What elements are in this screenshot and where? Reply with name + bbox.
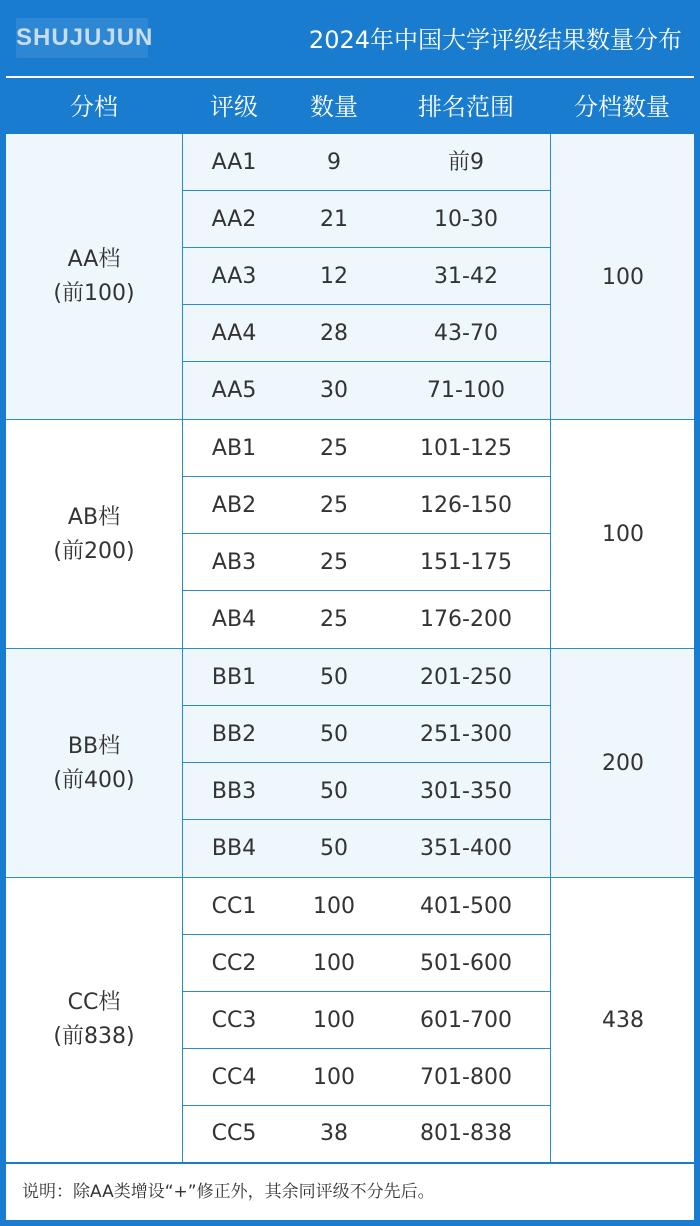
table-row [182, 248, 550, 305]
range-cell: 351-400 [420, 836, 512, 861]
tier-range: (前838) [53, 1024, 135, 1049]
grade-cell: AB4 [211, 607, 257, 632]
range-cell: 301-350 [420, 779, 512, 804]
tier-count-cell: 438 [550, 878, 695, 1162]
count-cell: 100 [313, 951, 355, 976]
tier-count-cell: 200 [550, 649, 695, 878]
grade-cell: AA1 [211, 150, 257, 175]
column-header-row [6, 80, 694, 134]
count-cell: 100 [313, 1008, 355, 1033]
grade-cell: AA2 [211, 207, 257, 232]
grade-cell: BB1 [211, 665, 257, 690]
count-cell: 38 [320, 1121, 348, 1146]
range-cell: 126-150 [420, 493, 512, 518]
tier-range: (前100) [53, 281, 135, 306]
range-cell: 401-500 [420, 894, 512, 919]
table-group-ab [6, 420, 694, 649]
range-cell: 10-30 [434, 207, 498, 232]
grade-cell: BB3 [211, 779, 257, 804]
range-cell: 801-838 [420, 1121, 512, 1146]
tier-label: CC档 [67, 990, 121, 1015]
tier-cell [6, 649, 183, 878]
column-header-tier: 分档 [70, 93, 118, 121]
tier-label: AB档 [67, 504, 121, 530]
grade-cell: AB1 [211, 436, 257, 461]
column-header-tier-count: 分档数量 [574, 93, 670, 121]
range-cell: 151-175 [420, 550, 512, 575]
table-row [182, 820, 550, 877]
table-row [182, 134, 550, 191]
table-row [182, 305, 550, 362]
table-row [182, 1106, 550, 1162]
table-row [182, 477, 550, 534]
range-cell: 前9 [448, 150, 484, 175]
count-cell: 21 [320, 207, 348, 232]
range-cell: 43-70 [434, 321, 498, 346]
table-row [182, 878, 550, 935]
tier-count-cell: 100 [550, 420, 695, 649]
table-row [182, 1049, 550, 1106]
range-cell: 601-700 [420, 1008, 512, 1033]
tier-range: (前400) [53, 767, 135, 793]
header-divider [6, 76, 694, 78]
count-cell: 12 [320, 264, 348, 289]
table-row [182, 763, 550, 820]
grade-cell: CC2 [211, 951, 257, 976]
table-group-cc [6, 878, 694, 1162]
table-row [182, 534, 550, 591]
footnote: 说明：除AA类增设“+”修正外，其余同评级不分先后。 [6, 1164, 694, 1220]
tier-cell [6, 420, 183, 649]
logo: SHUJUJUN [16, 18, 148, 58]
tier-range: (前200) [53, 538, 135, 564]
count-cell: 50 [320, 722, 348, 747]
grade-cell: CC5 [211, 1121, 257, 1146]
count-cell: 50 [320, 779, 348, 804]
grade-cell: AA3 [211, 264, 257, 289]
header [0, 0, 700, 78]
grade-cell: CC1 [211, 894, 257, 919]
table-row [182, 649, 550, 706]
table-group-aa [6, 134, 694, 420]
column-header-range: 排名范围 [418, 93, 514, 121]
table-row [182, 191, 550, 248]
count-cell: 50 [320, 836, 348, 861]
grade-cell: BB4 [211, 836, 257, 861]
tier-cell [6, 878, 183, 1162]
table-group-bb [6, 649, 694, 878]
table-row [182, 992, 550, 1049]
page-title: 2024年中国大学评级结果数量分布 [308, 26, 682, 54]
range-cell: 201-250 [420, 665, 512, 690]
rating-table [6, 134, 694, 1162]
table-row [182, 362, 550, 419]
grade-cell: CC3 [211, 1008, 257, 1033]
range-cell: 501-600 [420, 951, 512, 976]
grade-cell: AB3 [211, 550, 257, 575]
count-cell: 30 [320, 378, 348, 403]
count-cell: 100 [313, 1065, 355, 1090]
count-cell: 9 [327, 150, 341, 175]
range-cell: 31-42 [434, 264, 498, 289]
table-row [182, 420, 550, 477]
count-cell: 28 [320, 321, 348, 346]
range-cell: 251-300 [420, 722, 512, 747]
range-cell: 71-100 [427, 378, 505, 403]
table-row [182, 706, 550, 763]
count-cell: 25 [320, 550, 348, 575]
count-cell: 25 [320, 436, 348, 461]
table-row [182, 591, 550, 648]
tier-label: BB档 [67, 733, 121, 759]
grade-cell: CC4 [211, 1065, 257, 1090]
range-cell: 176-200 [420, 607, 512, 632]
range-cell: 101-125 [420, 436, 512, 461]
grade-cell: BB2 [211, 722, 257, 747]
grade-cell: AB2 [211, 493, 257, 518]
count-cell: 100 [313, 894, 355, 919]
count-cell: 25 [320, 493, 348, 518]
column-header-grade: 评级 [210, 93, 258, 121]
column-header-count: 数量 [310, 93, 358, 121]
grade-cell: AA4 [211, 321, 257, 346]
count-cell: 25 [320, 607, 348, 632]
tier-label: AA档 [67, 247, 121, 272]
tier-count-cell: 100 [550, 134, 695, 420]
tier-cell [6, 134, 183, 420]
table-row [182, 935, 550, 992]
count-cell: 50 [320, 665, 348, 690]
grade-cell: AA5 [211, 378, 257, 403]
range-cell: 701-800 [420, 1065, 512, 1090]
